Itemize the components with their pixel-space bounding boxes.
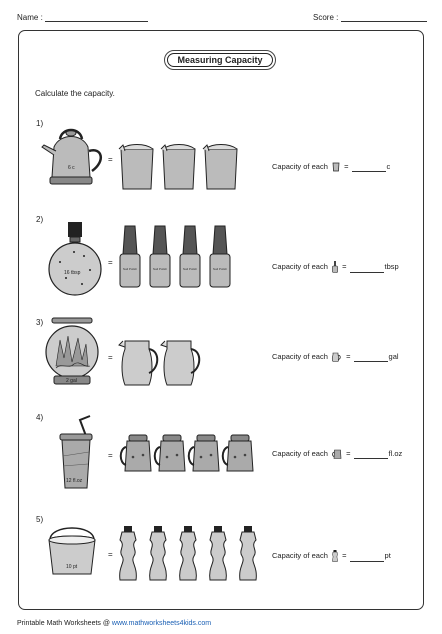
capacity-prompt: Capacity of each <box>272 550 328 560</box>
capacity-answer-5 <box>272 550 391 562</box>
bucket-capacity-label: 10 pt <box>66 564 78 570</box>
unit-label-2: tbsp <box>384 261 399 271</box>
answer-blank-4[interactable] <box>354 450 388 459</box>
cup-icon <box>161 145 195 190</box>
water-bottle-mini-icon <box>332 550 338 562</box>
capacity-answer-2 <box>272 261 399 273</box>
mug-icon <box>121 435 151 471</box>
capacity-answer-3 <box>272 352 399 362</box>
water-bottle-icon <box>240 526 257 580</box>
question-number-4: 4) <box>36 413 44 422</box>
jug-icon <box>161 341 199 385</box>
cup-icon <box>119 145 153 190</box>
equals-sign-1: = <box>108 155 113 164</box>
unit-label-5: pt <box>384 550 391 560</box>
mug-icon <box>223 435 253 471</box>
score-input-line[interactable] <box>341 13 427 22</box>
question-number-2: 2) <box>36 215 44 224</box>
equals-sign-3: = <box>108 353 113 362</box>
question-number-3: 3) <box>36 318 44 327</box>
nail-polish-icon <box>180 226 200 287</box>
water-bottle-icon <box>150 526 167 580</box>
nail-polish-mini-icon <box>332 261 338 273</box>
jug-icon <box>119 341 157 385</box>
mug-icon <box>155 435 185 471</box>
equals-mini: = <box>342 550 347 560</box>
bucket-icon <box>46 528 100 576</box>
mug-row <box>121 435 261 473</box>
cup-icon <box>203 145 237 190</box>
cup-mini-icon <box>332 162 340 172</box>
fish-bowl-icon <box>44 318 100 388</box>
capacity-answer-4 <box>272 449 402 459</box>
answer-blank-3[interactable] <box>354 353 388 362</box>
nail-polish-label: Nail Polish <box>182 267 198 271</box>
kettle-capacity-label: 6 c <box>68 165 75 171</box>
answer-blank-1[interactable] <box>352 163 386 172</box>
unit-label-1: c <box>386 162 391 171</box>
fish-bowl-capacity-label: 2 gal <box>66 378 77 384</box>
soda-cup-icon <box>56 416 108 490</box>
water-bottle-row <box>118 526 268 582</box>
mug-mini-icon <box>332 449 342 459</box>
equals-sign-2: = <box>108 258 113 267</box>
score-label: Score : <box>313 13 339 22</box>
jug-row <box>119 335 201 387</box>
soda-cup-capacity-label: 12 fl.oz <box>66 478 83 484</box>
equals-mini: = <box>346 352 351 361</box>
nail-polish-label: Nail Polish <box>122 267 138 271</box>
capacity-prompt: Capacity of each <box>272 449 328 458</box>
bottle-capacity-label: 16 tbsp <box>64 270 81 276</box>
nail-polish-label: Nail Polish <box>212 267 228 271</box>
name-field <box>17 13 148 22</box>
score-field <box>313 13 427 22</box>
equals-sign-4: = <box>108 451 113 460</box>
equals-sign-5: = <box>108 550 113 559</box>
capacity-prompt: Capacity of each <box>272 261 328 271</box>
nail-polish-icon <box>210 226 230 287</box>
capacity-prompt: Capacity of each <box>272 352 328 361</box>
nail-polish-icon <box>120 226 140 287</box>
water-bottle-icon <box>180 526 197 580</box>
name-label: Name : <box>17 13 43 22</box>
footer-link[interactable]: www.mathworksheets4kids.com <box>111 620 212 627</box>
question-number-1: 1) <box>36 119 44 128</box>
answer-blank-5[interactable] <box>350 553 384 562</box>
nail-polish-icon <box>150 226 170 287</box>
capacity-prompt: Capacity of each <box>272 162 328 171</box>
footer <box>17 620 211 627</box>
equals-mini: = <box>344 162 349 171</box>
name-input-line[interactable] <box>45 13 148 22</box>
worksheet-title: Measuring Capacity <box>167 53 273 67</box>
question-number-5: 5) <box>36 515 44 524</box>
unit-label-3: gal <box>388 352 399 361</box>
nail-polish-label: Nail Polish <box>152 267 168 271</box>
unit-label-4: fl.oz <box>388 449 403 458</box>
equals-mini: = <box>342 261 347 271</box>
instruction-text: Calculate the capacity. <box>35 89 115 98</box>
title-badge <box>164 50 276 70</box>
answer-blank-2[interactable] <box>350 264 384 273</box>
round-bottle-icon <box>48 222 104 298</box>
footer-text: Printable Math Worksheets @ <box>17 620 112 627</box>
water-bottle-icon <box>120 526 137 580</box>
capacity-answer-1 <box>272 162 390 172</box>
mug-icon <box>189 435 219 471</box>
kettle-icon <box>40 125 108 190</box>
equals-mini: = <box>346 449 351 458</box>
cup-row <box>119 143 243 191</box>
nail-polish-row <box>118 224 238 290</box>
water-bottle-icon <box>210 526 227 580</box>
jug-mini-icon <box>332 352 342 362</box>
